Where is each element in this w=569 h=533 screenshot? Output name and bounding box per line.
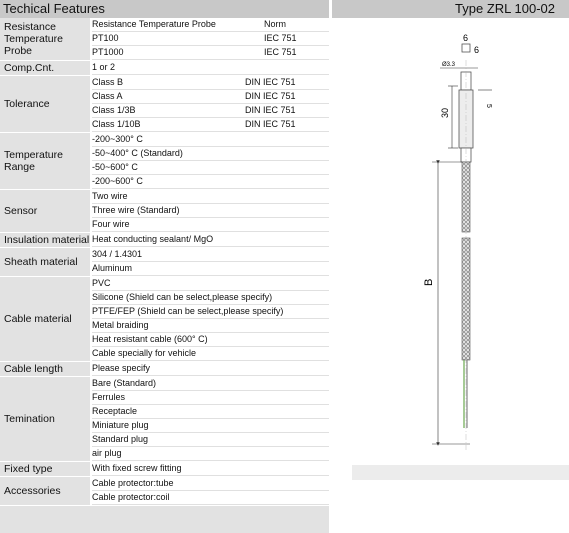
row-label: Fixed type [4, 463, 53, 475]
value-text: Aluminum [92, 263, 133, 273]
value-text: -50~400° C (Standard) [92, 148, 183, 158]
value-text: PVC [92, 278, 111, 288]
value-text: Resistance Temperature Probe [92, 19, 216, 29]
standard-text: DIN IEC 751 [245, 119, 296, 129]
row-label: Tolerance [4, 98, 50, 110]
value-text: PT100 [92, 33, 119, 43]
standard-text: IEC 751 [264, 47, 297, 57]
value-text: 304 / 1.4301 [92, 249, 143, 259]
value-text: Heat resistant cable (600° C) [92, 334, 208, 344]
value-text: Please specify [92, 363, 151, 373]
value-text: Miniature plug [92, 420, 149, 430]
row-label: Comp.Cnt. [4, 62, 55, 74]
value-text: Silicone (Shield can be select,please specify) [92, 292, 273, 302]
section-title: Techical Features [3, 1, 105, 16]
value-text: PTFE/FEP (Shield can be select,please specify) [92, 306, 284, 316]
row-label: Sheath material [4, 256, 78, 268]
row-label: Insulation material [4, 234, 90, 246]
value-text: Bare (Standard) [92, 378, 157, 388]
dim-small-label: 5 [485, 104, 492, 108]
value-text: Three wire (Standard) [92, 205, 180, 215]
value-text: PT1000 [92, 47, 124, 57]
value-text: Cable specially for vehicle [92, 348, 197, 358]
value-text: Cable protector:tube [92, 478, 174, 488]
value-text: 1 or 2 [92, 62, 116, 72]
row-label: Cable material [4, 313, 72, 325]
dim-diameter-label: Ø3.3 [442, 62, 456, 68]
value-text: Metal braiding [92, 320, 149, 330]
value-text: Class B [92, 77, 124, 87]
value-text: -200~600° C [92, 176, 143, 186]
row-label: Resistance Temperature Probe [4, 21, 63, 57]
dim-side-label: 6 [474, 45, 480, 55]
value-text: Four wire [92, 219, 130, 229]
value-text: Class A [92, 91, 123, 101]
dim-top-label: 6 [463, 33, 469, 43]
value-text: Cable protector:coil [92, 492, 170, 502]
value-text: air plug [92, 448, 122, 458]
value-text: Class 1/10B [92, 119, 141, 129]
standard-text: DIN IEC 751 [245, 105, 296, 115]
value-text: -200~300° C [92, 134, 143, 144]
row-label: Temperature Range [4, 149, 63, 173]
standard-text: DIN IEC 751 [245, 91, 296, 101]
type-label: Type ZRL 100-02 [455, 1, 555, 16]
value-text: Ferrules [92, 392, 126, 402]
row-label: Accessories [4, 485, 61, 497]
dim-length-label: 30 [440, 107, 450, 118]
row-label: Cable length [4, 363, 63, 375]
dim-total-label: B [423, 278, 435, 286]
value-text: With fixed screw fitting [92, 463, 182, 473]
value-text: Two wire [92, 191, 128, 201]
end-view-square [462, 44, 470, 52]
value-text: Heat conducting sealant/ MgO [92, 234, 214, 244]
value-text: Standard plug [92, 434, 149, 444]
row-label: Temination [4, 413, 55, 425]
value-text: Class 1/3B [92, 105, 136, 115]
standard-text: DIN IEC 751 [245, 77, 296, 87]
value-text: Receptacle [92, 406, 138, 416]
row-label: Sensor [4, 205, 38, 217]
standard-text: IEC 751 [264, 33, 297, 43]
standard-text: Norm [264, 19, 286, 29]
value-text: -50~600° C [92, 162, 138, 172]
